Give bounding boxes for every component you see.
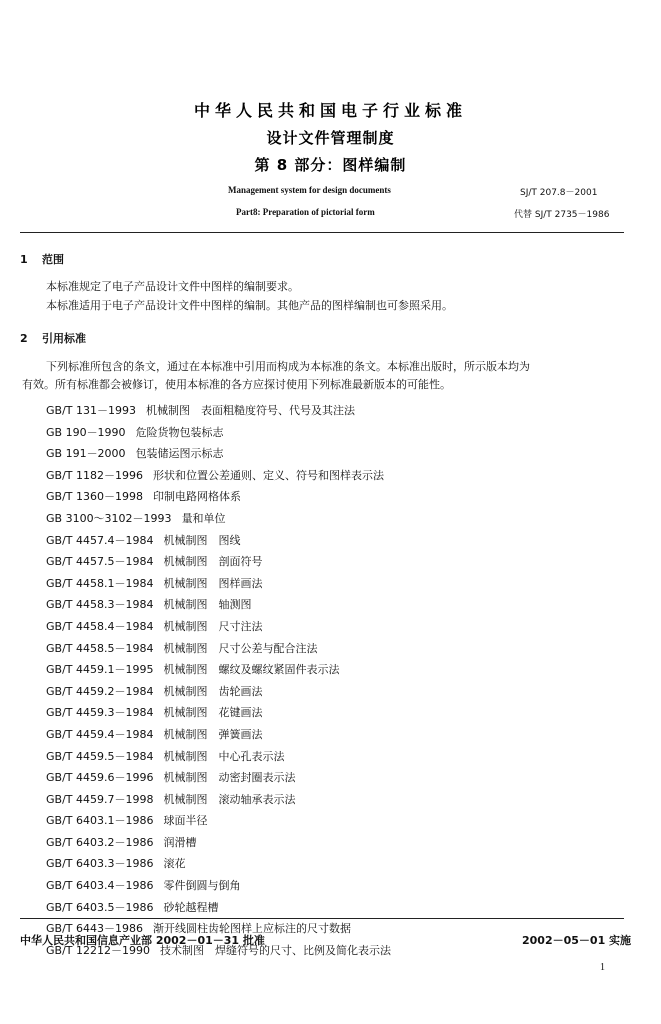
reference-title: 机械制图 表面粗糙度符号、代号及其注法 [145, 404, 355, 417]
reference-code: GB 191－2000 [46, 447, 126, 461]
reference-title: 机械制图 图样画法 [163, 576, 263, 590]
section-heading-scope [20, 251, 64, 267]
reference-item [46, 508, 391, 530]
reference-code: GB/T 6443－1986 [46, 922, 143, 936]
reference-title: 机械制图 齿轮画法 [163, 684, 263, 698]
reference-code: GB/T 4459.4－1984 [46, 727, 154, 741]
reference-code: GB/T 4458.3－1984 [46, 598, 154, 612]
reference-item [46, 659, 391, 681]
document-title: 设计文件管理制度 [266, 129, 395, 147]
reference-code: GB/T 4459.2－1984 [46, 684, 154, 698]
reference-item [46, 702, 391, 724]
reference-title: 机械制图 剖面符号 [163, 555, 263, 569]
reference-title: 包装储运图示标志 [135, 447, 224, 461]
approval-note: 中华人民共和国信息产业部 2002－01－31 批准 [20, 934, 265, 947]
reference-title: 机械制图 滚动轴承表示法 [163, 792, 296, 806]
reference-list [46, 400, 391, 961]
reference-item [46, 810, 391, 832]
reference-code: GB 3100～3102－1993 [46, 511, 172, 525]
reference-item [46, 767, 391, 789]
english-title: Management system for design documents [228, 185, 391, 195]
reference-code: GB/T 4459.3－1984 [46, 706, 154, 720]
references-intro-line-1: 下列标准所包含的条文，通过在本标准中引用而构成为本标准的条文。本标准出版时，所示版本均为 [46, 360, 530, 373]
reference-code: GB/T 12212－1990 [46, 943, 150, 957]
reference-item [46, 789, 391, 811]
replaced-standard-code: 代替 SJ/T 2735－1986 [514, 210, 610, 220]
reference-code: GB/T 131－1993 [46, 404, 136, 417]
reference-code: GB/T 4457.4－1984 [46, 533, 154, 547]
reference-item [46, 724, 391, 746]
reference-item [46, 573, 391, 595]
reference-code: GB/T 4459.5－1984 [46, 749, 154, 763]
document-subtitle: 第 8 部分：图样编制 [254, 156, 407, 174]
reference-title: 量和单位 [181, 511, 226, 525]
reference-item [46, 530, 391, 552]
reference-item [46, 832, 391, 854]
reference-code: GB/T 6403.4－1986 [46, 879, 154, 893]
scope-paragraph-2: 本标准适用于电子产品设计文件中图样的编制。其他产品的图样编制也可参照采用。 [46, 299, 453, 312]
section-title: 引用标准 [42, 332, 86, 345]
section-heading-references [20, 330, 86, 346]
section-title: 范围 [42, 253, 64, 266]
reference-code: GB/T 6403.3－1986 [46, 857, 154, 871]
reference-title: 机械制图 尺寸公差与配合注法 [163, 641, 318, 655]
reference-item [46, 897, 391, 919]
english-subtitle: Part8: Preparation of pictorial form [236, 207, 375, 217]
reference-title: 零件倒圆与倒角 [163, 879, 241, 893]
reference-item [46, 443, 391, 465]
reference-title: 机械制图 弹簧画法 [163, 727, 263, 741]
reference-code: GB/T 4458.1－1984 [46, 576, 154, 590]
reference-item [46, 422, 391, 444]
reference-code: GB/T 4457.5－1984 [46, 555, 154, 569]
header-divider [20, 232, 624, 233]
reference-item [46, 875, 391, 897]
reference-item [46, 638, 391, 660]
reference-title: 技术制图 焊缝符号的尺寸、比例及简化表示法 [159, 943, 391, 957]
section-number: 1 [20, 253, 28, 266]
implementation-date: 2002－05－01 实施 [522, 934, 632, 947]
standard-code: SJ/T 207.8－2001 [520, 188, 598, 198]
reference-code: GB 190－1990 [46, 425, 126, 439]
reference-title: 砂轮越程槽 [163, 900, 219, 914]
reference-title: 润滑槽 [163, 835, 197, 849]
reference-title: 机械制图 螺纹及螺纹紧固件表示法 [163, 663, 340, 677]
reference-code: GB/T 4459.6－1996 [46, 771, 154, 785]
page-number: 1 [600, 962, 605, 973]
reference-code: GB/T 1182－1996 [46, 468, 143, 482]
reference-title: 机械制图 中心孔表示法 [163, 749, 285, 763]
standard-category-title: 中华人民共和国电子行业标准 [193, 101, 467, 120]
reference-title: 形状和位置公差通则、定义、符号和图样表示法 [152, 468, 384, 482]
reference-title: 机械制图 尺寸注法 [163, 619, 263, 633]
reference-item [46, 853, 391, 875]
reference-item [46, 551, 391, 573]
reference-item [46, 594, 391, 616]
reference-title: 机械制图 图线 [163, 533, 241, 547]
reference-title: 危险货物包装标志 [135, 425, 224, 439]
reference-code: GB/T 6403.1－1986 [46, 814, 154, 828]
reference-title: 球面半径 [163, 814, 208, 828]
reference-title: 机械制图 轴测图 [163, 598, 252, 612]
reference-title: 印制电路网格体系 [152, 490, 241, 504]
reference-code: GB/T 4459.1－1995 [46, 663, 154, 677]
reference-code: GB/T 6403.5－1986 [46, 900, 154, 914]
reference-code: GB/T 4458.5－1984 [46, 641, 154, 655]
reference-code: GB/T 4459.7－1998 [46, 792, 154, 806]
reference-code: GB/T 1360－1998 [46, 490, 143, 504]
reference-title: 机械制图 花键画法 [163, 706, 263, 720]
reference-item [46, 486, 391, 508]
reference-item [46, 681, 391, 703]
reference-item [46, 746, 391, 768]
reference-item [46, 616, 391, 638]
reference-title: 滚花 [163, 857, 186, 871]
reference-title: 渐开线圆柱齿轮图样上应标注的尺寸数据 [152, 922, 351, 936]
section-number: 2 [20, 332, 28, 345]
reference-code: GB/T 4458.4－1984 [46, 619, 154, 633]
reference-item [46, 400, 391, 422]
reference-item [46, 465, 391, 487]
reference-code: GB/T 6403.2－1986 [46, 835, 154, 849]
scope-paragraph-1: 本标准规定了电子产品设计文件中图样的编制要求。 [46, 280, 299, 293]
footer-divider [20, 918, 624, 919]
reference-title: 机械制图 动密封圈表示法 [163, 771, 296, 785]
references-intro-line-2: 有效。所有标准都会被修订，使用本标准的各方应探讨使用下列标准最新版本的可能性。 [22, 378, 451, 391]
